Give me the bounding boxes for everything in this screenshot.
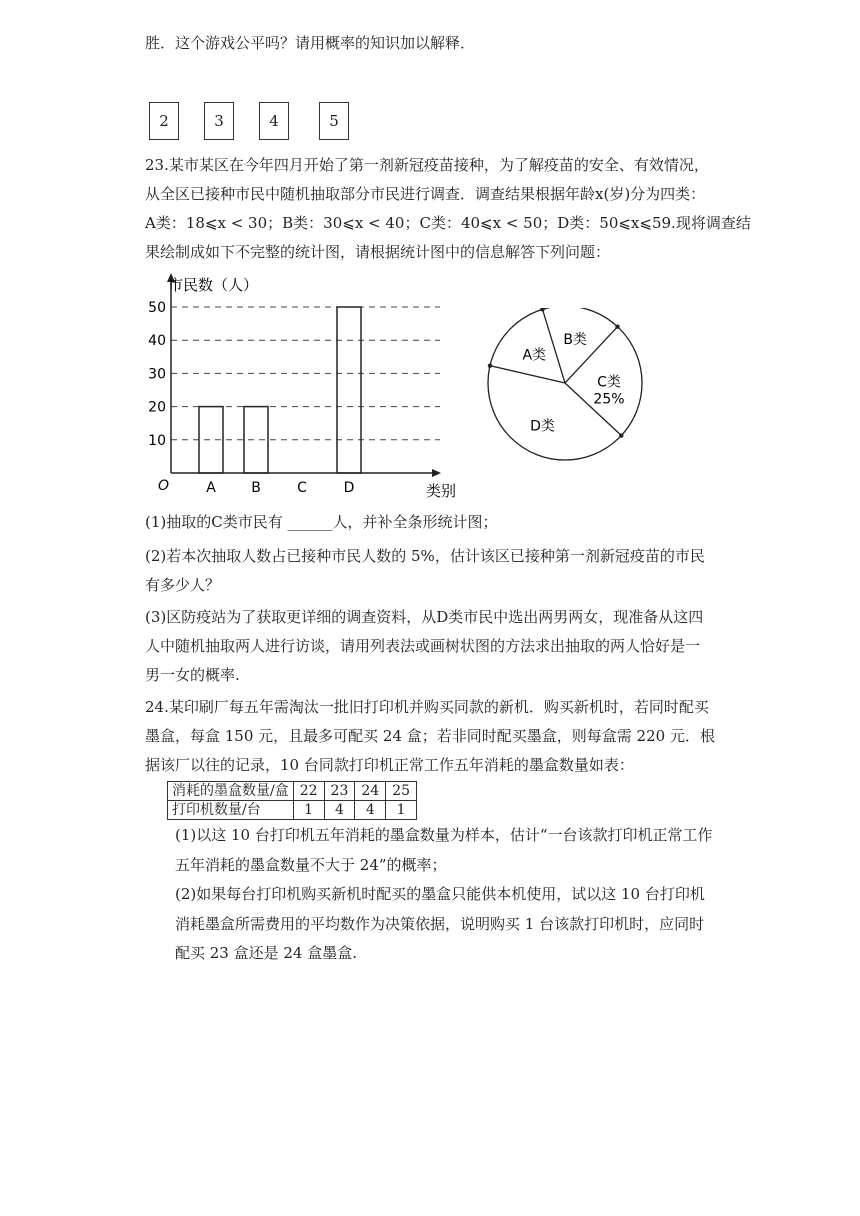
y-tick-label: 50 — [148, 300, 166, 316]
y-tick-label: 30 — [148, 366, 166, 383]
q24-sub-2b: 消耗墨盒所需费用的平均数作为决策依据，说明购买 1 台该款打印机时，应同时 — [175, 915, 705, 933]
y-tick-label: 20 — [148, 399, 166, 416]
x-tick-label: B — [251, 480, 261, 496]
number-card-4: 4 — [259, 102, 289, 140]
x-tick-label: D — [343, 480, 355, 496]
q24-sub-1b: 五年消耗的墨盒数量不大于 24”的概率； — [175, 856, 447, 874]
number-card-2: 2 — [149, 102, 179, 140]
q23-sub-3a: (3)区防疫站为了获取更详细的调查资料，从D类市民中选出两男两女，现准备从这四 — [145, 608, 704, 626]
table-row — [168, 801, 417, 820]
q23-sub-2b: 有多少人？ — [145, 576, 221, 594]
q24-sub-1a: (1)以这 10 台打印机五年消耗的墨盒数量为样本，估计“一台该款打印机正常工作 — [175, 826, 713, 844]
ink-cartridge-table — [167, 781, 417, 820]
x-tick-label: C — [297, 480, 307, 496]
q24-line-2: 墨盒，每盒 150 元，且最多可配买 24 盒；若非同时配买墨盒，则每盒需 220 元．根 — [145, 727, 715, 745]
pie-percent-label: 25% — [593, 391, 625, 408]
q24-sub-2a: (2)如果每台打印机购买新机时配买的墨盒只能供本机使用，试以这 10 台打印机 — [175, 885, 705, 903]
previous-question-tail: 胜．这个游戏公平吗？请用概率的知识加以解释． — [145, 34, 476, 52]
x-tick-label: A — [206, 480, 216, 496]
pie-boundary-dot — [619, 433, 623, 437]
y-axis-label: 市民数（人） — [168, 276, 259, 294]
pie-label-c: C类 — [597, 374, 621, 391]
pie-label-d: D类 — [530, 418, 555, 435]
table-cell: 4 — [324, 801, 355, 820]
pie-label-a: A类 — [522, 347, 547, 364]
pie-label-b: B类 — [563, 332, 587, 349]
q23-sub-3c: 男一女的概率. — [145, 666, 240, 684]
pie-boundary-dot — [540, 308, 544, 312]
number-card-5: 5 — [319, 102, 349, 140]
table-cell: 23 — [324, 782, 355, 801]
pie-boundary-dot — [488, 363, 492, 367]
pie-boundary-dot — [615, 324, 619, 328]
x-axis-arrow — [432, 469, 441, 477]
q23-sub-2a: (2)若本次抽取人数占已接种市民人数的 5%，估计该区已接种第一剂新冠疫苗的市民 — [145, 547, 705, 565]
q23-line-2: 从全区已接种市民中随机抽取部分市民进行调查．调查结果根据年龄x(岁)分为四类： — [145, 185, 706, 203]
table-header-cell: 消耗的墨盒数量/盒 — [168, 782, 294, 801]
q23-sub-3b: 人中随机抽取两人进行访谈，请用列表法或画树状图的方法求出抽取的两人恰好是一 — [145, 637, 701, 655]
table-cell: 1 — [386, 801, 417, 820]
q23-line-3: A类：18⩽x < 30；B类：30⩽x < 40；C类：40⩽x < 50；D类：50⩽x⩽59.现将调查结 — [145, 214, 751, 232]
table-header-cell: 打印机数量/台 — [168, 801, 294, 820]
q23-sub-1: (1)抽取的C类市民有 ______人，并补全条形统计图； — [145, 513, 498, 531]
pie-chart — [480, 308, 650, 468]
bar-d — [337, 307, 361, 473]
origin-label: O — [158, 478, 170, 494]
q23-line-1: 23.某市某区在今年四月开始了第一剂新冠疫苗接种，为了解疫苗的安全、有效情况， — [145, 156, 709, 174]
bar-chart — [140, 268, 480, 503]
y-tick-label: 40 — [148, 333, 166, 350]
y-tick-label: 10 — [148, 432, 166, 449]
q24-line-3: 据该厂以往的记录，10 台同款打印机正常工作五年消耗的墨盒数量如表： — [145, 756, 634, 774]
table-cell: 22 — [293, 782, 324, 801]
x-axis-label: 类别 — [426, 482, 457, 500]
number-card-3: 3 — [204, 102, 234, 140]
table-cell: 25 — [386, 782, 417, 801]
q24-line-1: 24.某印刷厂每五年需淘汰一批旧打印机并购买同款的新机．购买新机时，若同时配买 — [145, 698, 709, 716]
table-row — [168, 782, 417, 801]
pie-divider — [542, 309, 565, 383]
q24-sub-2c: 配买 23 盒还是 24 盒墨盒. — [175, 944, 358, 962]
q23-line-4: 果绘制成如下不完整的统计图，请根据统计图中的信息解答下列问题： — [145, 243, 611, 261]
table-cell: 1 — [293, 801, 324, 820]
table-cell: 4 — [355, 801, 386, 820]
table-cell: 24 — [355, 782, 386, 801]
pie-divider — [490, 366, 565, 383]
